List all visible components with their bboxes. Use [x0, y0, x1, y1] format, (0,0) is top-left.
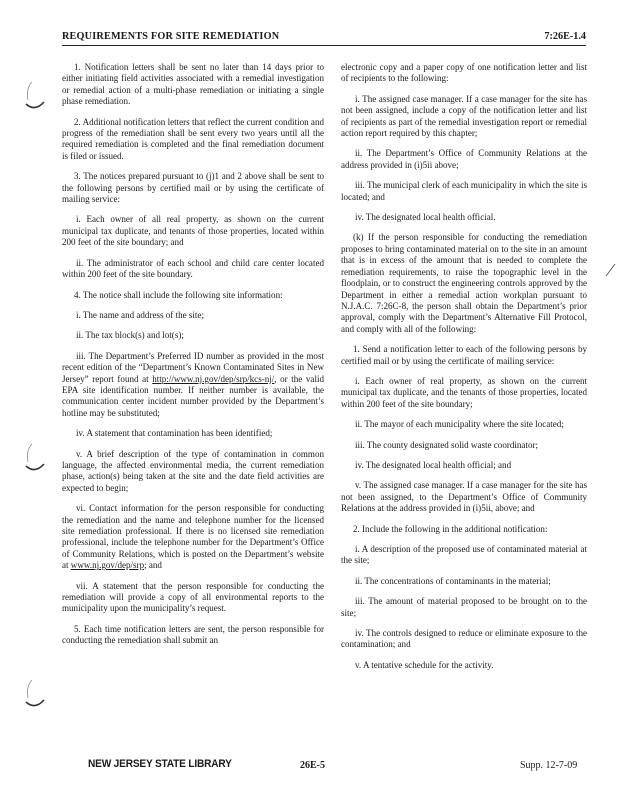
paragraph: v. The assigned case manager. If a case manager for the site has not been assigned, to the Department’s Office of Community Relations at the address provided in (i)5ii, above; and	[341, 480, 587, 514]
paragraph: iii. The county designated solid waste coordinator;	[355, 439, 538, 450]
paragraph-text: , or the valid EPA site identification number. If neither number is available, the communication center incident number provided by the Department’s hotline may be substituted;	[62, 373, 324, 418]
paragraph: i. Each owner of all real property, as shown on the current municipal tax duplicate, and tenants of those properties, located within 200 feet of the site boundary; and	[62, 214, 324, 248]
paragraph: i. The name and address of the site;	[76, 309, 204, 320]
paragraph: iv. The controls designed to reduce or eliminate exposure to the contamination; and	[341, 628, 587, 650]
paragraph: v. A tentative schedule for the activity.	[355, 659, 494, 670]
paragraph: i. A description of the proposed use of contaminated material at the site;	[341, 544, 587, 566]
paragraph: ii. The Department’s Office of Community Relations at the address provided in (i)5ii above;	[341, 148, 587, 170]
paragraph: ii. The concentrations of contaminants in the material;	[355, 575, 551, 586]
header-code: 7:26E-1.4	[544, 31, 586, 42]
paragraph: vii. A statement that the person responsible for conducting the remediation will provide a copy of all environmental reports to the municipality upon the municipality’s request.	[62, 580, 324, 614]
paragraph: 1. Notification letters shall be sent no later than 14 days prior to either initiating field activities associated with a remedial investigation or remedial action of a multi-phase remediation or initiating a single phase remediation.	[62, 62, 324, 107]
paragraph: v. A brief description of the type of contamination in common language, the affected environmental media, the current remediation phase, action(s) being taken at the site and the date field activities are expected to begin;	[62, 448, 324, 493]
paragraph: iv. The designated local health official; and	[355, 459, 512, 470]
paragraph-text: vi. Contact information for the person responsible for conducting the remediation and the name and telephone number for the licensed site remediation professional. If there is no licensed site remediation professional, include the telephone number for the Department’s Office of Community Relations, which is posted on the Department’s website at	[62, 503, 324, 571]
paragraph: i. Each owner of real property, as shown on the current municipal tax duplicate, and the tenants of those properties, located within 200 feet of the site boundary;	[341, 375, 587, 409]
paragraph: iv. A statement that contamination has been identified;	[76, 428, 273, 439]
library-stamp: NEW JERSEY STATE LIBRARY	[88, 758, 232, 770]
paragraph: (k) If the person responsible for conducting the remediation proposes to bring contaminated material on to the site in an amount that is in excess of the amount that is needed to complete the remediation requirements, to raise the topographic level in the floodplain, or to construct the engineering controls approved by the Department in either a remedial action workplan pursuant to N.J.A.C. 7:26C-8, the person shall obtain the Department’s prior approval, comply with the Department’s Alternative Fill Protocol, and comply with all of the following:	[341, 232, 587, 334]
paragraph: ii. The tax block(s) and lot(s);	[76, 330, 184, 341]
punch-hole-mark	[22, 676, 48, 716]
page-number: 26E-5	[300, 760, 325, 771]
header-title: REQUIREMENTS FOR SITE REMEDIATION	[62, 31, 280, 42]
paragraph: 3. The notices prepared pursuant to (j)1 and 2 above shall be sent to the following persons by certified mail or by using the certificate of mailing service:	[62, 171, 324, 205]
paragraph: iv. The designated local health official.	[355, 212, 496, 223]
punch-hole-mark	[22, 78, 48, 118]
paragraph: 1. Send a notification letter to each of the following persons by certified mail or by using the certificate of mailing service:	[341, 344, 587, 366]
kcs-link[interactable]: http://www.nj.gov/dep/srp/kcs-nj/	[152, 373, 275, 384]
paragraph	[62, 503, 324, 571]
paragraph: ii. The mayor of each municipality where the site located;	[355, 419, 564, 430]
right-column	[341, 62, 587, 680]
paragraph: 5. Each time notification letters are sent, the person responsible for conducting the remediation shall submit an	[62, 623, 324, 646]
page-footer	[0, 758, 618, 778]
paragraph: iii. The municipal clerk of each municipality in which the site is located; and	[341, 180, 587, 202]
paragraph-text: ; and	[144, 560, 162, 571]
paragraph: 2. Include the following in the additional notification:	[353, 523, 548, 534]
paragraph	[62, 351, 324, 419]
srp-link[interactable]: www.nj.gov/dep/srp	[70, 560, 145, 571]
left-column	[62, 62, 324, 656]
running-header	[62, 29, 586, 46]
paragraph: 2. Additional notification letters that reflect the current condition and progress of the remediation shall be sent every two years until all the required remediation is completed and the final remediation document is filed or issued.	[62, 116, 324, 161]
paragraph-text: iii. The Department’s Preferred ID number as provided in the most recent edition of the “Department’s Known Contaminated Sites in New Jersey” report found at	[62, 350, 324, 384]
paragraph: 4. The notice shall include the following site information:	[74, 289, 283, 300]
punch-hole-mark	[22, 440, 48, 480]
margin-mark	[603, 262, 617, 278]
paragraph: i. The assigned case manager. If a case manager for the site has not been assigned, include a copy of the notification letter and list of recipients as part of the remedial investigation report or remedial action report required by this chapter;	[341, 93, 587, 139]
paragraph: iii. The amount of material proposed to be brought on to the site;	[341, 596, 587, 618]
paragraph: electronic copy and a paper copy of one notification letter and list of recipients to the following:	[341, 62, 587, 84]
supplement-date: Supp. 12-7-09	[520, 760, 578, 771]
paragraph: ii. The administrator of each school and child care center located within 200 feet of the site boundary.	[62, 257, 324, 280]
